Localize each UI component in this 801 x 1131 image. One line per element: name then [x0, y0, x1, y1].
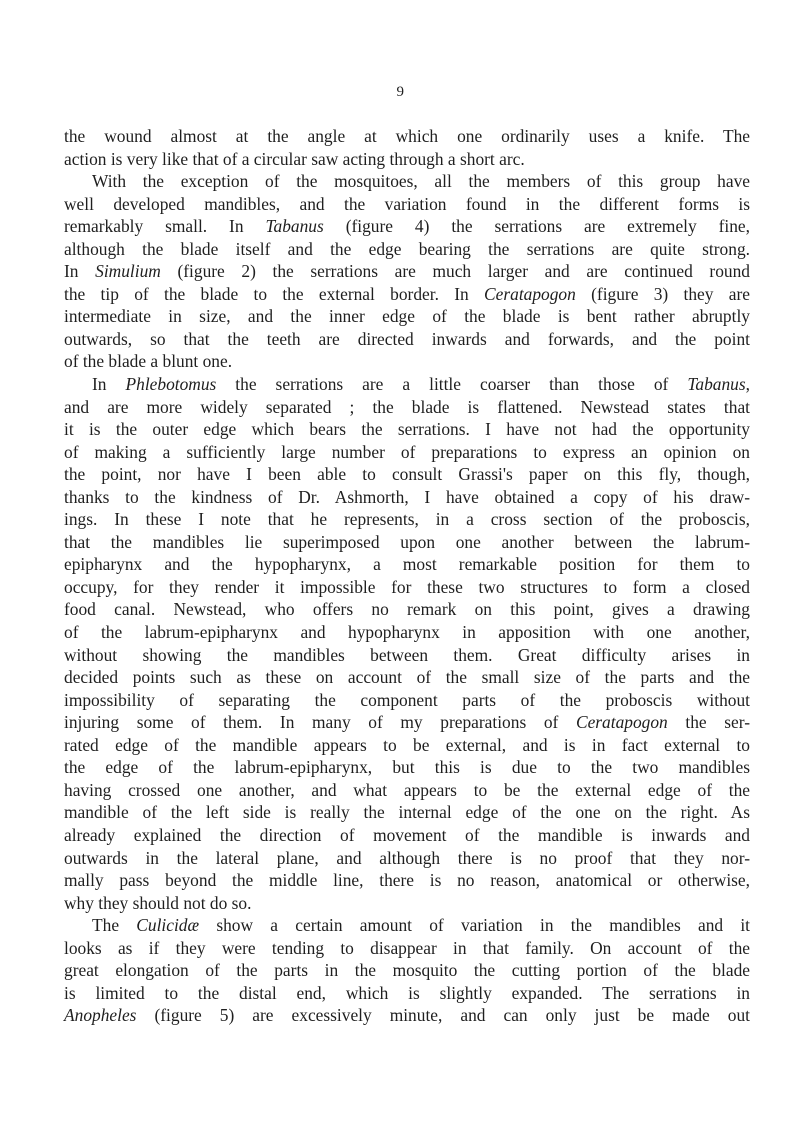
text-line: great elongation of the parts in the mosquito the cutting portion of the blade — [64, 960, 750, 981]
text-line: mandible of the left side is really the internal edge of the one on the right. As — [64, 802, 750, 823]
text-line: occupy, for they render it impossible for these two structures to form a closed — [64, 576, 750, 597]
text-line: outwards, so that the teeth are directed inwards and forwards, and the point — [64, 328, 750, 349]
text-line: injuring some of them. In many of my preparations of Ceratapogon the ser- — [64, 712, 750, 733]
text-line: mally pass beyond the middle line, there is no reason, anatomical or otherwise, — [64, 870, 750, 891]
text-line: the edge of the labrum-epipharynx, but this is due to the two mandibles — [64, 757, 750, 778]
text-line: In Phlebotomus the serrations are a little coarser than those of Tabanus, — [92, 374, 751, 395]
text-line: Anopheles (figure 5) are excessively minute, and can only just be made out — [64, 1005, 750, 1026]
text-line: without showing the mandibles between them. Great difficulty arises in — [64, 644, 750, 665]
text-line: rated edge of the mandible appears to be external, and is in fact external to — [64, 734, 750, 755]
text-line: well developed mandibles, and the variation found in the different forms is — [64, 193, 750, 214]
text-line: looks as if they were tending to disappear in that family. On account of the — [64, 937, 750, 958]
body-text — [64, 125, 750, 1027]
text-line: the wound almost at the angle at which one ordinarily uses a knife. The — [64, 126, 750, 146]
text-line: The Culicidæ show a certain amount of variation in the mandibles and it — [92, 915, 750, 936]
text-line: With the exception of the mosquitoes, all the members of this group have — [92, 171, 750, 192]
text-line: thanks to the kindness of Dr. Ashmorth, I have obtained a copy of his draw- — [64, 486, 750, 507]
text-line: that the mandibles lie superimposed upon one another between the labrum- — [64, 531, 750, 552]
text-line: In Simulium (figure 2) the serrations are much larger and are continued round — [64, 261, 750, 282]
text-line: already explained the direction of movement of the mandible is inwards and — [64, 824, 750, 845]
text-line: epipharynx and the hypopharynx, a most remarkable position for them to — [64, 554, 750, 575]
text-line: of the blade a blunt one. — [64, 351, 233, 372]
text-line: remarkably small. In Tabanus (figure 4) the serrations are extremely fine, — [64, 216, 750, 237]
text-line: and are more widely separated ; the blade is flattened. Newstead states that — [64, 396, 750, 417]
text-line: why they should not do so. — [64, 892, 252, 913]
text-line: outwards in the lateral plane, and although there is no proof that they nor- — [64, 847, 750, 868]
page-number: 9 — [396, 84, 405, 100]
text-line: impossibility of separating the component parts of the proboscis without — [64, 689, 750, 710]
text-line: action is very like that of a circular saw acting through a short arc. — [64, 148, 525, 169]
text-line: the point, nor have I been able to consult Grassi's paper on this fly, though, — [64, 464, 750, 485]
text-line: the tip of the blade to the external border. In Ceratapogon (figure 3) they are — [64, 283, 750, 304]
text-line: ings. In these I note that he represents, in a cross section of the proboscis, — [64, 509, 750, 530]
text-line: is limited to the distal end, which is slightly expanded. The serrations in — [64, 982, 750, 1003]
text-line: although the blade itself and the edge bearing the serrations are quite strong. — [64, 238, 750, 259]
text-line: having crossed one another, and what appears to be the external edge of the — [64, 779, 750, 800]
text-line: decided points such as these on account of the small size of the parts and the — [64, 667, 750, 688]
text-line: of the labrum-epipharynx and hypopharynx in apposition with one another, — [64, 622, 750, 643]
text-line: food canal. Newstead, who offers no remark on this point, gives a drawing — [64, 599, 750, 620]
text-line: of making a sufficiently large number of preparations to express an opinion on — [64, 441, 750, 462]
text-line: intermediate in size, and the inner edge of the blade is bent rather abruptly — [64, 306, 750, 327]
text-line: it is the outer edge which bears the serrations. I have not had the opportunity — [64, 419, 750, 440]
